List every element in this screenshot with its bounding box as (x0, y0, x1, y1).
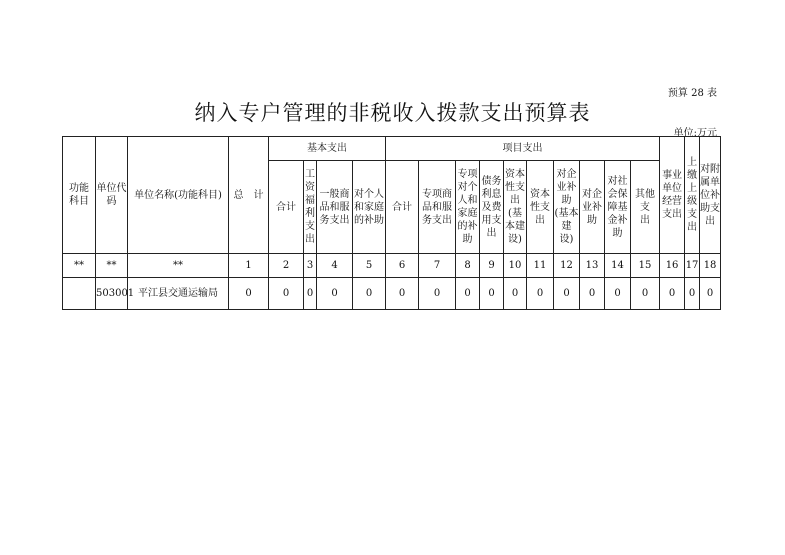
header-capital-construction: 资本 性支 出 (基 本建 设) (504, 161, 527, 254)
header-func-subject: 功能 科目 (63, 137, 96, 254)
index-cell: 12 (554, 254, 580, 278)
header-special-individual: 专项 对个 人和 家庭 的补 助 (456, 161, 480, 254)
header-unit-code: 单位代 码 (96, 137, 128, 254)
header-unit-name: 单位名称(功能科目) (128, 137, 229, 254)
index-cell: 11 (527, 254, 554, 278)
cell-value: 0 (419, 278, 456, 310)
table-row (63, 278, 721, 310)
cell-value: 0 (456, 278, 480, 310)
index-cell: 16 (660, 254, 685, 278)
index-cell: 5 (353, 254, 386, 278)
cell-value: 0 (386, 278, 419, 310)
header-wage-welfare: 工 资 福 利 支 出 (304, 161, 317, 254)
cell-value: 0 (700, 278, 721, 310)
index-cell: 18 (700, 254, 721, 278)
cell-value: 0 (480, 278, 504, 310)
cell-func-subject (63, 278, 96, 310)
cell-value: 0 (631, 278, 660, 310)
index-cell: ** (128, 254, 229, 278)
index-cell: 1 (229, 254, 269, 278)
index-cell: 2 (269, 254, 304, 278)
index-cell: 6 (386, 254, 419, 278)
cell-value: 0 (660, 278, 685, 310)
budget-table (62, 136, 721, 310)
header-business-op: 事业 单位 经营 支出 (660, 137, 685, 254)
cell-value: 0 (685, 278, 700, 310)
index-cell: 17 (685, 254, 700, 278)
cell-value: 0 (527, 278, 554, 310)
header-social-security: 对社 会保 障基 金补 助 (605, 161, 631, 254)
header-affiliated-subsidy: 对附 属单 位补 助支 出 (700, 137, 721, 254)
index-cell: ** (63, 254, 96, 278)
cell-unit-code: 503001 (96, 278, 128, 310)
cell-value: 0 (580, 278, 605, 310)
index-cell: 4 (317, 254, 353, 278)
index-cell: 15 (631, 254, 660, 278)
index-row (63, 254, 721, 278)
header-project-subtotal: 合计 (386, 161, 419, 254)
header-debt-interest: 债务 利息 及费 用支 出 (480, 161, 504, 254)
cell-value: 0 (229, 278, 269, 310)
table-number: 预算 28 表 (667, 88, 717, 99)
index-cell: 8 (456, 254, 480, 278)
header-row-top (63, 137, 721, 161)
index-cell: 9 (480, 254, 504, 278)
index-cell: ** (96, 254, 128, 278)
cell-value: 0 (605, 278, 631, 310)
header-special-goods: 专项商 品和服 务支出 (419, 161, 456, 254)
header-capital: 资本 性支 出 (527, 161, 554, 254)
header-enterprise-construction: 对企 业补 助 (基本 建 设) (554, 161, 580, 254)
header-remit-upper: 上缴 上级 支出 (685, 137, 700, 254)
index-cell: 7 (419, 254, 456, 278)
header-total: 总 计 (229, 137, 269, 254)
header-project-group: 项目支出 (386, 137, 660, 161)
unit-label: 单位:万元 (673, 128, 717, 139)
cell-value: 0 (504, 278, 527, 310)
cell-value: 0 (317, 278, 353, 310)
header-basic-subtotal: 合计 (269, 161, 304, 254)
header-enterprise-subsidy: 对企 业补 助 (580, 161, 605, 254)
index-cell: 3 (304, 254, 317, 278)
header-goods-services: 一般商 品和服 务支出 (317, 161, 353, 254)
index-cell: 10 (504, 254, 527, 278)
cell-value: 0 (269, 278, 304, 310)
page-title: 纳入专户管理的非税收入拨款支出预算表 (194, 101, 591, 125)
header-basic-group: 基本支出 (269, 137, 386, 161)
header-individual-subsidy: 对个人 和家庭 的补助 (353, 161, 386, 254)
index-cell: 13 (580, 254, 605, 278)
cell-value: 0 (554, 278, 580, 310)
cell-value: 0 (353, 278, 386, 310)
cell-value: 0 (304, 278, 317, 310)
cell-unit-name: 平江县交通运输局 (128, 278, 229, 310)
header-other: 其他支 出 (631, 161, 660, 254)
index-cell: 14 (605, 254, 631, 278)
